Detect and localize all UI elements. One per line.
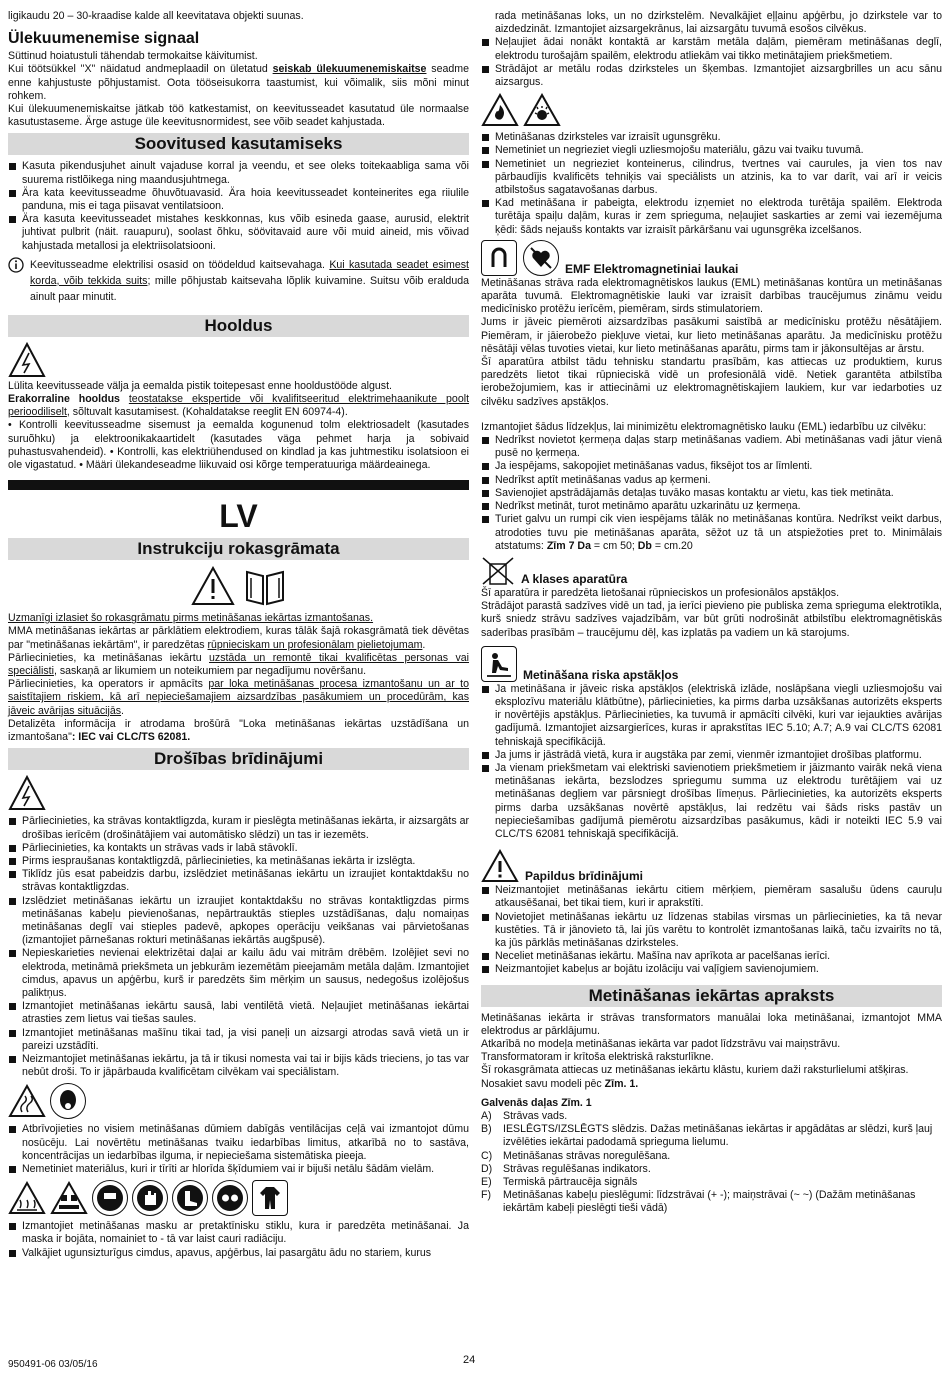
safety-list-3 <box>8 1220 469 1260</box>
list-item: Nepieskarieties nevienai elektrizētai daļai ar kailu ādu vai mitrām drēbēm. Izolējiet sevi no elektroda, metināmā priekšmeta un jebkurām iezemētām pieejamām metāla daļām. Izmantojiet cimdus, apavus un apģērbu, kurš ir paredzēts šim mērķim un sausus, nedegošus izolējošus paliktņus. <box>8 947 469 1000</box>
fire-hazard-icon <box>481 93 519 127</box>
list-item: Nemetiniet un negrieziet konteinerus, cilindrus, tvertnes vai caurules, ja vien tos nav pārbaudījis kvalificēts tehniķis vai speciālists un atzinis, ka to var darīt, vai arī ir veicis atbilstošus sagatavošanas darbus. <box>481 158 942 198</box>
list-item: Nemetiniet materiālus, kuri ir tīrīti ar hlorīda šķīdumiem vai ir bijuši netālu šādām vielām. <box>8 1163 469 1176</box>
list-item: Ja vienam priekšmetam vai elektriski savienotiem priekšmetiem ir jāizmanto vairāk nekā viena metināšanas iekārta, bezslodzes spriegumu summa uz elektrodu turētājiem vai uz metināšanas degļiem var pārsniegt drošības līmeņus. Pārliecinieties, ka autorizēts eksperts pirms darba uzsākšanas novērtē apstākļus, lai redzētu vai šāds risks pastāv un nepieciešamības gadījumā piemērotu aizsardzības pasākumus, kādi ir noteikti IEC 5.9 vai CLC/TS 62081 tehniskajā specifikācijā. <box>481 762 942 841</box>
list-item: Izmantojiet metināšanas mašīnu tikai tad, ja visi paneļi un aizsargi atrodas savā vietā un ir pareizi uzstādīti. <box>8 1027 469 1053</box>
list-item: Pirms iespraušanas kontaktligzdā, pārliecinieties, ka metināšanas iekārta ir izslēgta. <box>8 855 469 868</box>
overheat-p2: Kui ülekuumenemiskaitse jätkab töö katkestamist, on keevitusseadet kasutatud üle normaalse kasutustaseme. Ärge astuge üle keevitusnormidest, see võib seadet kahjustada. <box>8 103 469 129</box>
right-column <box>481 10 942 1216</box>
gloves-icon <box>132 1180 168 1216</box>
manual-p2: MMA metināšanas iekārtas ar pārklātiem elektrodiem, kuras tālāk šajā rokasgrāmatā tiek dēvētas par "metināšanas iekārtām", ir paredzētas rūpnieciskam un profesionālam pielietojumam. <box>8 625 469 651</box>
page-number: 24 <box>463 1354 476 1366</box>
protective-clothing-icon <box>252 1180 288 1216</box>
continued-item: rada metināšanas loks, un no dzirkstelēm. Nevalkājiet eļļainu apģērbu, jo dzirkstele var to aizdedzināt. Izmantojiet aizsargekrānus, lai aizsargātu tuvumā esošos cilvēkus. <box>495 10 942 36</box>
warning-icon <box>191 566 235 606</box>
list-item: Metināšanas dzirksteles var izraisīt ugunsgrēku. <box>481 131 942 144</box>
description-heading: Metināšanas iekārtas apraksts <box>481 985 942 1007</box>
descr-p1: Metināšanas iekārta ir strāvas transformators manuālai loka metināšanai, izmantojot MMA elektrodus ar pārklājumu. <box>481 1011 942 1037</box>
corrosive-icon <box>50 1181 88 1215</box>
list-item: Izmantojiet metināšanas masku ar pretaktīnisku stiklu, kura ir paredzēta metināšanai. Ja maska ir bojāta, nomainiet to - tā var laist cauri radiāciju. <box>8 1220 469 1246</box>
manual-p1: Uzmanīgi izlasiet šo rokasgrāmatu pirms metināšanas iekārtas izmantošanas. <box>8 612 374 625</box>
list-item: Neceliet metināšanas iekārtu. Mašīna nav aprīkota ar pacelšanas ierīci. <box>481 950 942 963</box>
emf-p2: Jums ir jāveic piemēroti aizsardzības pasākumi saistībā ar medicīnisku protēžu nēsātājiem. Piemēram, ir jāierobežo piekļuve vietai, kur lieto metināšanas aparātu. Ja medicīnisku protēžu nēsātāji vēlas tuvoties vietai, kur lieto metināšanas aparātu, pirms tam ir jākonsultējas ar ārstu. <box>481 316 942 355</box>
list-item: B) IESLĒGTS/IZSLĒGTS slēdzis. Dažas metināšanas iekārtas ir apgādātas ar slēdzi, kurš ļauj izvēlēties iekārtai padodamā sprieguma lielumu. <box>481 1123 933 1149</box>
hot-surface-icon <box>8 1181 46 1215</box>
list-item: Izmantojiet metināšanas iekārtu sausā, labi ventilētā vietā. Neļaujiet metināšanas iekārtai atrasties zem lietus vai tiešas saules. <box>8 1000 469 1026</box>
list-item: Strādājot ar metālu rodas dzirksteles un šķembas. Izmantojiet aizsargbrilles un acu sānu aizsargus. <box>481 63 942 89</box>
confined-space-icon <box>481 646 517 682</box>
list-item: Pārliecinieties, ka kontakts un strāvas vads ir labā stāvoklī. <box>8 842 469 855</box>
emf-list <box>481 434 942 553</box>
fumes-hazard-icon <box>8 1084 46 1118</box>
respirator-icon <box>50 1083 86 1119</box>
recommend-list <box>8 160 469 252</box>
parts-heading: Galvenās daļas Zīm. 1 <box>481 1096 592 1109</box>
list-item: C) Metināšanas strāvas noregulēšana. <box>481 1149 671 1162</box>
list-item: Ära kasuta keevitusseadet mistahes keskkonnas, kus võib esineda gaase, aurusid, elektrit juhtivat pulbrit (näit. rauapuru), soolast õhku, söövitavaid aure või muid aineid, mis võivad kahjustada metallosi ja elektriisolatsiooni. <box>8 213 469 253</box>
emf-p3: Šī aparatūra atbilst tādu tehnisku standartu prasībām, kas attiecas uz produktiem, kurus paredzēts lietot tikai rūpnieciskā vidē un profesionālā vidē. Netiek garantēta atbilstība ierobežojumiem, kas ir attiecināmi uz elektromagnētiskajiem laukiem, kur var iedarboties uz cilvēku sadzīves apstākļos. <box>481 356 942 408</box>
list-item: Neļaujiet ādai nonākt kontaktā ar karstām metāla daļām, piemēram metināšanas deglī, elektrodu turošajām spailēm, elektrodu atliekām vai tikko metinātajiem priekšmetiem. <box>481 36 942 62</box>
explosion-hazard-icon <box>523 93 561 127</box>
intro-line: ligikaudu 20 – 30-kraadise kalde all keevitatava objekti suunas. <box>8 10 304 22</box>
classA-p1: Šī aparatūra ir paredzēta lietošanai rūpnieciskos un profesionālos apstākļos. <box>481 586 840 599</box>
extra-list <box>481 884 942 976</box>
info-icon <box>8 257 24 273</box>
manual-p3: Pārliecinieties, ka metināšanas iekārtu uzstāda un remontē tikai kvalificētas personas vai speciālisti, saskaņā ar likumiem un noteikumiem par negadījumu novēršanu. <box>8 651 469 678</box>
descr-p2: Atkarībā no modeļa metināšanas iekārta var padot līdzstrāvu vai maiņstrāvu. <box>481 1037 841 1050</box>
fire-icons <box>481 93 942 127</box>
list-item: Ära kata keevitusseadme õhuvõtuavasid. Ära hoia keevitusseadet konteinerites ega riiulile panduna, mis ei taga piisavat ventilatsioon. <box>8 187 469 213</box>
descr-p3: Transformatoram ir krītoša elektriskā raksturlīkne. <box>481 1051 714 1064</box>
document-code: 950491-06 03/05/16 <box>8 1359 98 1370</box>
left-column <box>8 10 469 1260</box>
list-item: Tiklīdz jūs esat pabeidzis darbu, izslēdziet metināšanas iekārtu un izraujiet kontaktdakšu no strāvas kontaktligzdas. <box>8 868 469 894</box>
welding-mask-icon <box>92 1180 128 1216</box>
list-item: E) Termiskā pārtraucēja signāls <box>481 1176 638 1189</box>
emf-p1: Metināšanas strāva rada elektromagnētiskos laukus (EML) metināšanas kontūra un metināšanas aparāta tuvumā. Elektromagnētiskie lauki var izraisīt darbības traucējumus zināmu veidu medicīnisko protēžu ierīcēm, piemēram, sirds stimulatoriem. <box>481 276 942 316</box>
emf-p4: Izmantojiet šādus līdzekļus, lai minimizētu elektromagnētisko lauku (EML) iedarbību uz cilvēku: <box>481 420 927 433</box>
descr-p5: Nosakiet savu modeli pēc Zīm. 1. <box>481 1077 639 1090</box>
list-item: Nedrīkst metināt, turot metināmo aparātu uzkarinātu uz ķermeņa. <box>481 500 942 513</box>
list-item: Turiet galvu un rumpi cik vien iespējams tālāk no metināšanas kontūra. Nedrīkst veikt darbus, atrodoties tuvu pie metināšanas aparāta, sēžot uz tā un atspiežoties pret to. Minimālais atstatums: Zīm 7 Da = cm 50; Db = cm.20 <box>481 513 942 553</box>
risk-heading: Metināšana riska apstākļos <box>481 646 942 682</box>
list-item: Nedrīkst novietot ķermeņa daļas starp metināšanas vadiem. Abi metināšanas vadi jātur vienā pusē no ķermeņa. <box>481 434 942 460</box>
read-manual-icon <box>243 566 287 606</box>
classA-heading: A klases aparatūra <box>481 556 942 586</box>
crossed-bin-icon <box>481 556 515 586</box>
list-item: Nedrīkst aptīt metināšanas vadus ap ķermeni. <box>481 474 942 487</box>
list-item: Atbrīvojieties no visiem metināšanas dūmiem dabīgās ventilācijas ceļā vai izmantojot dūmu nosūcēju. Lai novērtētu metināšanas tvaiku iedarbības limitus, atkarībā no to sastāva, koncentrācijas un iedarbības ilguma, ir nepieciešama sistemātiska pieeja. <box>8 1123 469 1163</box>
pacemaker-prohibited-icon <box>523 240 559 276</box>
list-item: Kad metināšana ir pabeigta, elektrodu izņemiet no elektroda turētāja spailēm. Elektroda turētāja spaiļu daļām, kuras ir zem sprieguma, neļaujiet saskarties ar zemi vai iezemējuma ķēdi: šāds nejaušs kontakts var izraisīt pārkāršanu vai ugunsgrēka izcelšanos. <box>481 197 942 237</box>
list-item: Neizmantojiet metināšanas iekārtu citiem mērķiem, piemēram sasalušu ūdens cauruļu atkausēšanai, bet tikai tiem, kuri ir aprakstīti. <box>481 884 942 910</box>
warning-icon <box>481 849 519 883</box>
maintenance-p1: Lülita keevitusseade välja ja eemalda pistik toitepesast enne hooldustööde algust. <box>8 379 392 392</box>
classA-p2: Strādājot parastā sadzīves vidē un tad, ja ierīci pievieno pie publiska zema sprieguma elektrotīkla, kurš sniedz strāvu sadzīves vajadzībām, var būt grūti nodrošināt atbilstību elektromagnētiskās saderības prasībām – traucējumu dēļ, kas izplatās pa vadiem un kā starojums. <box>481 600 942 639</box>
safety-list-2 <box>8 1123 469 1176</box>
list-item: F) Metināšanas kabeļu pieslēgumi: līdzstrāvai (+ -); maiņstrāvai (~ ~) (Dažām metināšanas iekārtām kabeļi pieslēgti tieši vādā) <box>481 1189 916 1215</box>
maintenance-p2: Erakorraline hooldus teostatakse ekspertide või kvalifitseeritud elektrimehaanikute poolt perioodiliselt, sõltuvalt kasutamisest. (Kohaldatakse reeglit EN 60974-4). <box>8 393 470 419</box>
manual-icons <box>8 566 469 606</box>
manual-heading: Instrukciju rokasgrāmata <box>8 538 469 560</box>
risk-list <box>481 683 942 841</box>
fume-icons <box>8 1083 469 1119</box>
right-list-a <box>481 36 942 89</box>
overheat-p1: Süttinud hoiatustuli tähendab termokaitse käivitumist. Kui töötsükkel "X" näidatud andmeplaadil on ületatud seiskab ülekuumenemiskaitse seadme enne kahjustuste põhjustamist. Oota tööseisukorra taastumist, kui võimalik, siis mõni minut rohkem. <box>8 50 469 102</box>
safety-heading: Drošības brīdinājumi <box>8 748 469 770</box>
list-item: Savienojiet apstrādājamās detaļas tuvāko masas kontaktu ar vietu, kas tiek metināta. <box>481 487 942 500</box>
manual-p5: Detalizēta informācija ir atrodama brošūrā "Loka metināšanas iekārtas uzstādīšana un izmantošana": IEC vai CLC/TS 62081. <box>8 717 469 744</box>
list-item: Pārliecinieties, ka strāvas kontaktligzda, kuram ir pieslēgta metināšanas iekārta, ir aizsargāts ar drošības ierīcēm (drošinātājiem vai automātisko slēdzi) un tas ir iezemēts. <box>8 815 469 841</box>
overheat-heading: Ülekuumenemise signaal <box>8 30 200 48</box>
extra-heading: Papildus brīdinājumi <box>481 849 942 883</box>
goggles-icon <box>212 1180 248 1216</box>
parts-list <box>481 1110 942 1216</box>
list-item: Neizmantojiet kabeļus ar bojātu izolāciju vai vaļīgiem savienojumiem. <box>481 963 942 976</box>
list-item: D) Strāvas regulēšanas indikators. <box>481 1162 651 1175</box>
manual-p4: Pārliecinieties, ka operators ir apmācīts par loka metināšanas procesa izmantošanu un ar to saistītajiem riskiem, kā arī nepieciešamajiem aizsardzības pasākumiem un procedūrām, kas jāveic avārijas situācijās. <box>8 678 469 717</box>
list-item: Ja iespējams, sakopojiet metināšanas vadus, fiksējot tos ar līmlenti. <box>481 460 942 473</box>
list-item: Novietojiet metināšanas iekārtu uz līdzenas stabilas virsmas un pārliecinieties, ka tā nevar kustēties. Tā ir jānovieto tā, lai jūs varētu to kontrolēt izmantošanas laikā, taču izvairīts no tā, ka jūs pārklās metināšanas dzirksteles. <box>481 911 942 951</box>
right-list-b <box>481 131 942 237</box>
list-item: Ja jums ir jāstrādā vietā, kura ir augstāka par zemi, vienmēr izmantojiet drošības platformu. <box>481 749 942 762</box>
list-item: Ja metināšana ir jāveic riska apstākļos (elektriskā izlāde, noslāpšana viegli uzliesmojošu vai eksplozīvu materiālu klātbūtne), pārliecinieties, ka pirms darba uzsākšanas autorizēts eksperts ir novērtējis apstākļus. Pārliecinieties, ka tuvumā ir apmācīti cilvēki, kuri var iejaukties avārijas gadījumā. Izmantojiet aizsargierīces, kuras ir aprakstītas IEC 5.10; A.7; A.9 vai CLC/TS 62081 tehniskajā specifikācijā. <box>481 683 942 749</box>
language-code: LV <box>219 498 258 535</box>
high-voltage-warning-icon <box>8 342 46 378</box>
ppe-icons <box>8 1180 469 1216</box>
list-item: Izslēdziet metināšanas iekārtu un izraujiet kontaktdakšu no strāvas kontaktligzdas pirms metināšanas kabeļu pievienošanas, nepārtrauktās stieples uzstādīšanas, daļu nomaiņas metināšanas deglī vai stieples padevē, apkopes operāciju veikšanas vai pārvietošanas (izmantojiet pārnešanas rokturi metināšanas iekārtās augšpusē). <box>8 895 469 948</box>
recommend-heading: Soovitused kasutamiseks <box>8 133 469 155</box>
info-note: Keevitusseadme elektrilisi osasid on töödeldud kaitsevahaga. Kui kasutada seadet esimest korda, võib tekkida suits; mille põhjustab kaitsevaha lõplik kuivamine. Suitsu võib eralduda ainult paar minutit. <box>8 257 469 305</box>
list-item: A) Strāvas vads. <box>481 1110 568 1122</box>
descr-p4: Šī rokasgrāmata attiecas uz metināšanas iekārtu klāstu, kuriem daži raksturlielumi atšķiras. <box>481 1064 909 1077</box>
list-item: Neizmantojiet metināšanas iekārtu, ja tā ir tikusi nomesta vai tai ir bijis kāds trieciens, jo tas var nebūt droši. To ir jāpārbauda kvalificētam cilvēkam vai speciālistam. <box>8 1053 469 1079</box>
maintenance-p3: • Kontrolli keevitusseadme sisemust ja eemalda kogunenud tolm elektriosadelt (kasutades suruõhku) ja elektroonikakaartidelt (kasutades väga pehmet harja ja sobivaid puhastusvahendeid). • Kontrolli, kas elektriühendused on kindlad ja kas juhtmestiku isolatsioon ei ole vigastatud. • Määri ülekandeseadme liikuvaid osi kõrge temperatuuriga määrdeainega. <box>8 419 469 472</box>
maintenance-heading: Hooldus <box>8 315 469 337</box>
safety-boots-icon <box>172 1180 208 1216</box>
magnetic-field-icon <box>481 240 517 276</box>
list-item: Nemetiniet un negrieziet viegli uzliesmojošu materiālu, gāzu vai tvaiku tuvumā. <box>481 144 942 157</box>
emf-heading: EMF Elektromagnetiniai laukai <box>481 240 942 276</box>
section-divider <box>8 480 469 490</box>
list-item: Kasuta pikendusjuhet ainult vajaduse korral ja veendu, et see oleks toitekaabliga sama või suurema ristlõikega ning maandusjuhtmega. <box>8 160 469 186</box>
list-item: Valkājiet ugunsizturīgus cimdus, apavus, apģērbus, lai pasargātu ādu no stariem, kurus <box>8 1247 469 1260</box>
high-voltage-warning-icon <box>8 775 46 811</box>
safety-list <box>8 815 469 1079</box>
